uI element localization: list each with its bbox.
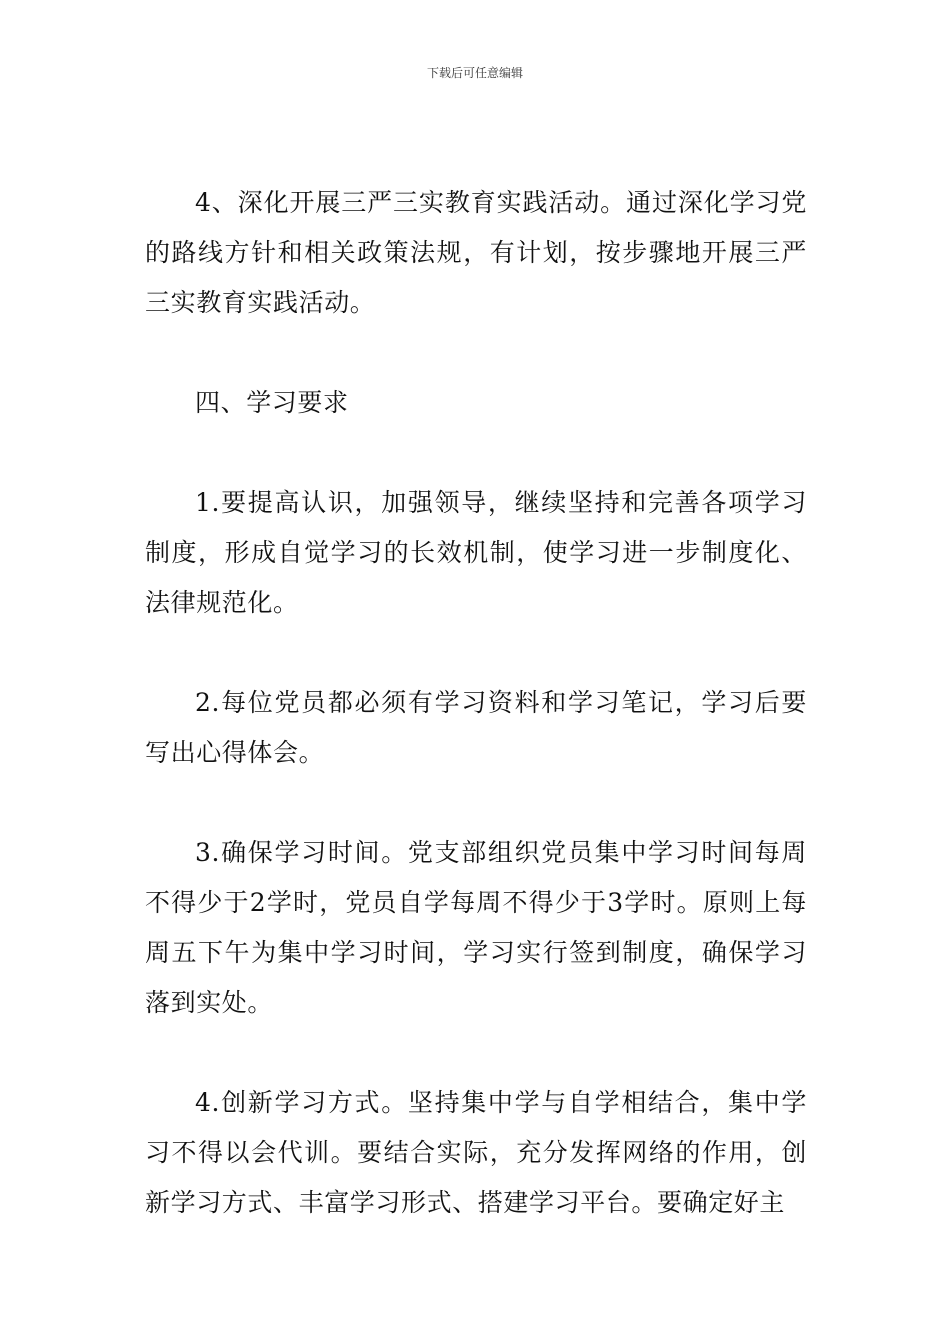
paragraph-deepen-practice: 4、深化开展三严三实教育实践活动。通过深化学习党的路线方针和相关政策法规，有计划，按步骤地开展三严三实教育实践活动。: [145, 188, 807, 317]
paragraph-gap: [145, 1028, 807, 1078]
paragraph-gap: [145, 628, 807, 678]
paragraph-requirement-1: 1.要提高认识，加强领导，继续坚持和完善各项学习制度，形成自觉学习的长效机制，使学习进一步制度化、法律规范化。: [145, 488, 807, 617]
document-body: [145, 178, 807, 1228]
paragraph-requirement-4: 4.创新学习方式。坚持集中学与自学相结合，集中学习不得以会代训。要结合实际，充分发挥网络的作用，创新学习方式、丰富学习形式、搭建学习平台。要确定好主: [145, 1088, 807, 1217]
paragraph-gap: [145, 778, 807, 828]
section-heading-study-requirements: 四、学习要求: [195, 388, 349, 417]
paragraph-requirement-3: 3.确保学习时间。党支部组织党员集中学习时间每周不得少于2学时，党员自学每周不得少于3学时。原则上每周五下午为集中学习时间，学习实行签到制度，确保学习落到实处。: [145, 838, 807, 1017]
paragraph-gap: [145, 328, 807, 378]
paragraph-gap: [145, 428, 807, 478]
page-header: 下载后可任意编辑: [426, 66, 523, 80]
paragraph-requirement-2: 2.每位党员都必须有学习资料和学习笔记，学习后要写出心得体会。: [145, 688, 807, 767]
